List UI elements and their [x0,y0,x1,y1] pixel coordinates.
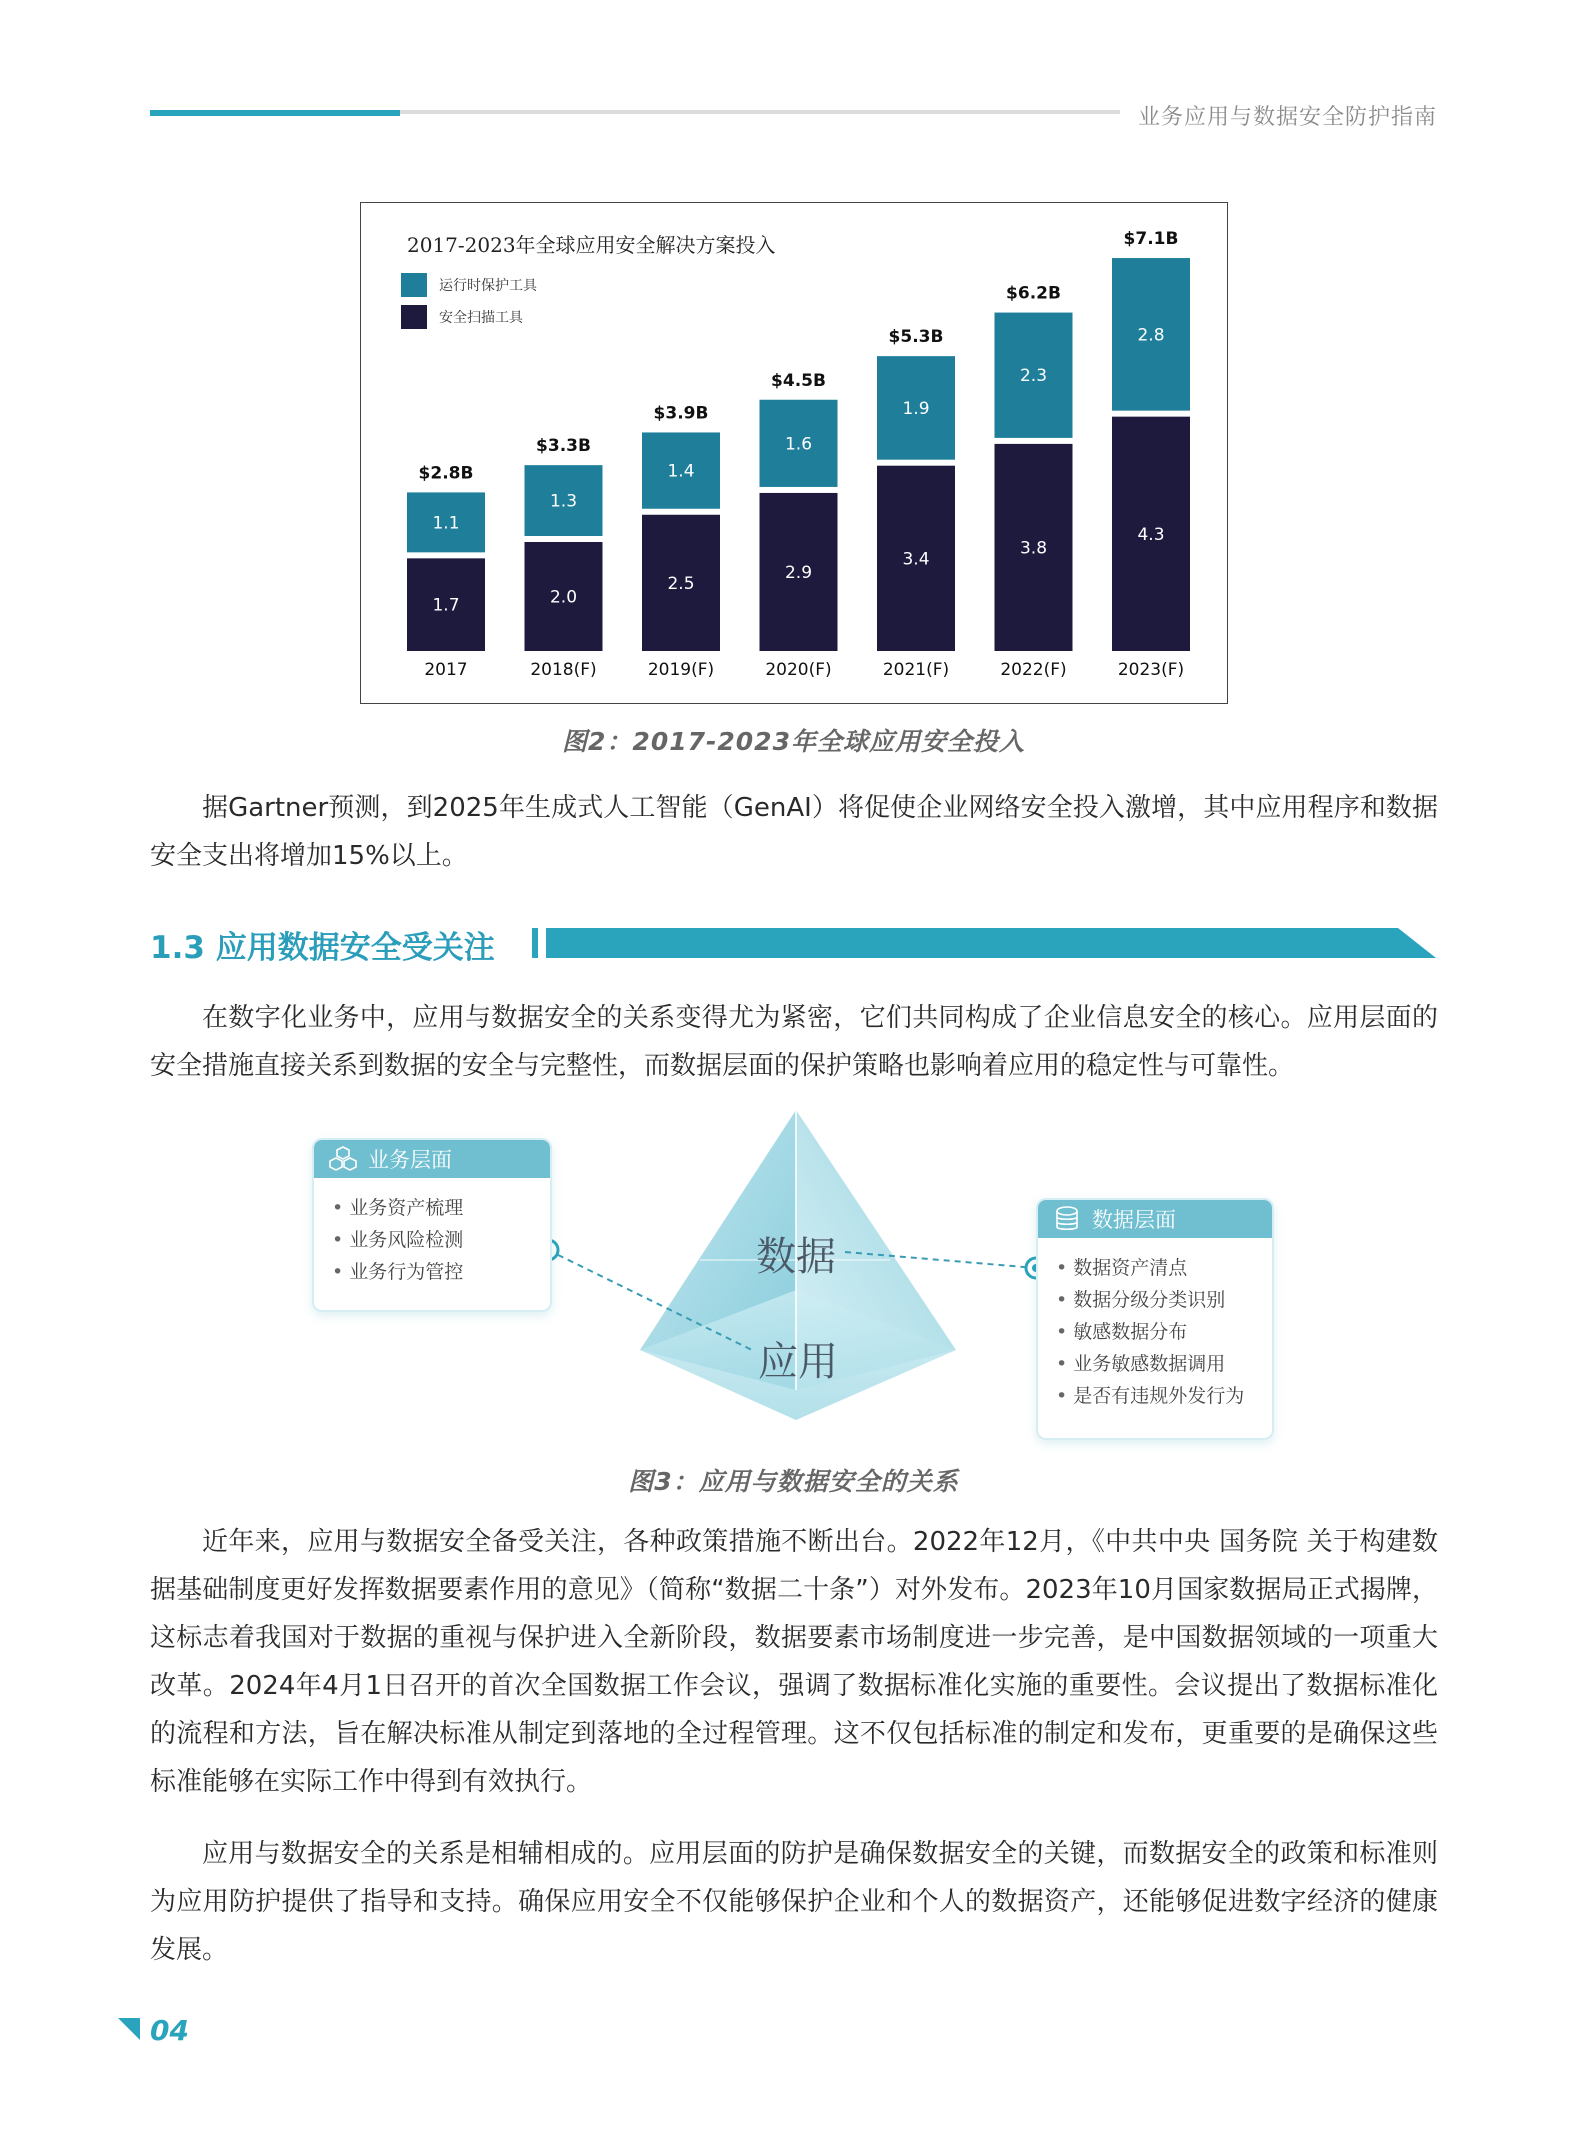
list-item: • 业务敏感数据调用 [1056,1348,1272,1380]
list-item: • 业务资产梳理 [332,1192,550,1224]
list-item: • 业务行为管控 [332,1256,550,1288]
paragraph-relationship: 在数字化业务中，应用与数据安全的关系变得尤为紧密，它们共同构成了企业信息安全的核心。应用层面的安全措施直接关系到数据的安全与完整性，而数据层面的保护策略也影响着应用的稳定性与可靠性。 [150,1003,1438,1081]
database-icon [1052,1205,1082,1233]
page-corner-icon [118,2018,142,2042]
paragraph-conclusion: 应用与数据安全的关系是相辅相成的。应用层面的防护是确保数据安全的关键，而数据安全的政策和标准则为应用防护提供了指导和支持。确保应用安全不仅能够保护企业和个人的数据资产，还能够促进数字经济的健康发展。 [150,1839,1438,1965]
cubes-icon [328,1145,358,1173]
list-item: • 敏感数据分布 [1056,1316,1272,1348]
paragraph-gartner: 据Gartner预测，到2025年生成式人工智能（GenAI）将促使企业网络安全投入激增，其中应用程序和数据安全支出将增加15%以上。 [150,793,1438,871]
data-card-title: 数据层面 [1092,1208,1176,1232]
total-label: $5.3B [888,327,944,348]
x-tick-label: 2020(F) [765,660,832,680]
list-item: • 业务风险检测 [332,1224,550,1256]
x-tick-label: 2019(F) [647,660,715,680]
pyramid-top-label: 数据 [756,1234,836,1280]
chart-figure2 [360,202,1228,704]
legend-label-runtime: 运行时保护工具 [439,278,537,294]
data-label-scan: 3.4 [902,549,930,570]
total-label: $3.3B [536,436,591,457]
header-accent-bar [150,110,400,116]
header-title: 业务应用与数据安全防护指南 [1137,105,1437,130]
data-card-list [1038,1238,1272,1412]
page-number: 04 [150,2014,189,2047]
paragraph-policy: 近年来，应用与数据安全备受关注，各种政策措施不断出台。2022年12月，《中共中央 国务院 关于构建数据基础制度更好发挥数据要素作用的意见》（简称“数据二十条”）对外发布。2023年10月国家数据局正式揭牌，这标志着我国对于数据的重视与保护进入全新阶段，数据要素市场制度进一步完善，是中国数据领域的一项重大改革。2024年4月1日召开的首次全国数据工作会议，强调了数据标准化实施的重要性。会议提出了数据标准化的流程和方法，旨在解决标准从制定到落地的全过程管理。这不仅包括标准的制定和发布，更重要的是确保这些标准能够在实际工作中得到有效执行。 [150,1527,1438,1797]
data-label-runtime: 1.1 [432,513,460,534]
data-label-runtime: 1.9 [902,398,930,419]
legend-label-scan: 安全扫描工具 [439,310,523,326]
chart-title: 2017-2023年全球应用安全解决方案投入 [407,233,776,257]
total-label: $4.5B [771,370,826,391]
data-card-header [1038,1200,1272,1238]
x-tick-label: 2021(F) [882,660,950,680]
x-tick-label: 2018(F) [530,660,597,680]
data-label-runtime: 1.3 [549,491,578,512]
list-item: • 数据分级分类识别 [1056,1284,1272,1316]
data-card [1036,1198,1274,1440]
figure3-caption: 图3：应用与数据安全的关系 [628,1467,959,1496]
x-tick-label: 2023(F) [1117,660,1185,680]
total-label: $2.8B [418,463,474,484]
data-label-scan: 3.8 [1019,538,1048,559]
data-label-scan: 4.3 [1137,524,1165,545]
total-label: $7.1B [1123,229,1179,250]
total-label: $3.9B [653,403,709,424]
data-label-runtime: 2.3 [1019,366,1048,387]
list-item: • 是否有违规外发行为 [1056,1380,1272,1412]
figure2-caption: 图2：2017-2023年全球应用安全投入 [562,727,1025,756]
data-label-scan: 1.7 [432,595,460,616]
business-card-header [314,1140,550,1178]
business-card-title: 业务层面 [368,1148,452,1172]
data-label-runtime: 2.8 [1137,325,1165,346]
data-label-scan: 2.5 [667,573,695,594]
list-item: • 数据资产清点 [1056,1252,1272,1284]
section-heading: 1.3 应用数据安全受关注 [150,930,495,966]
data-label-runtime: 1.4 [667,461,695,482]
business-card [312,1138,552,1312]
x-tick-label: 2022(F) [1000,660,1067,680]
x-tick-label: 2017 [424,660,468,680]
data-label-scan: 2.9 [784,562,813,583]
data-label-scan: 2.0 [549,587,578,608]
data-label-runtime: 1.6 [784,434,813,455]
business-card-list [314,1178,550,1288]
section-heading-bar [530,925,1440,961]
total-label: $6.2B [1006,283,1061,304]
pyramid-bottom-label: 应用 [758,1339,838,1385]
chart-plot [361,203,1227,703]
